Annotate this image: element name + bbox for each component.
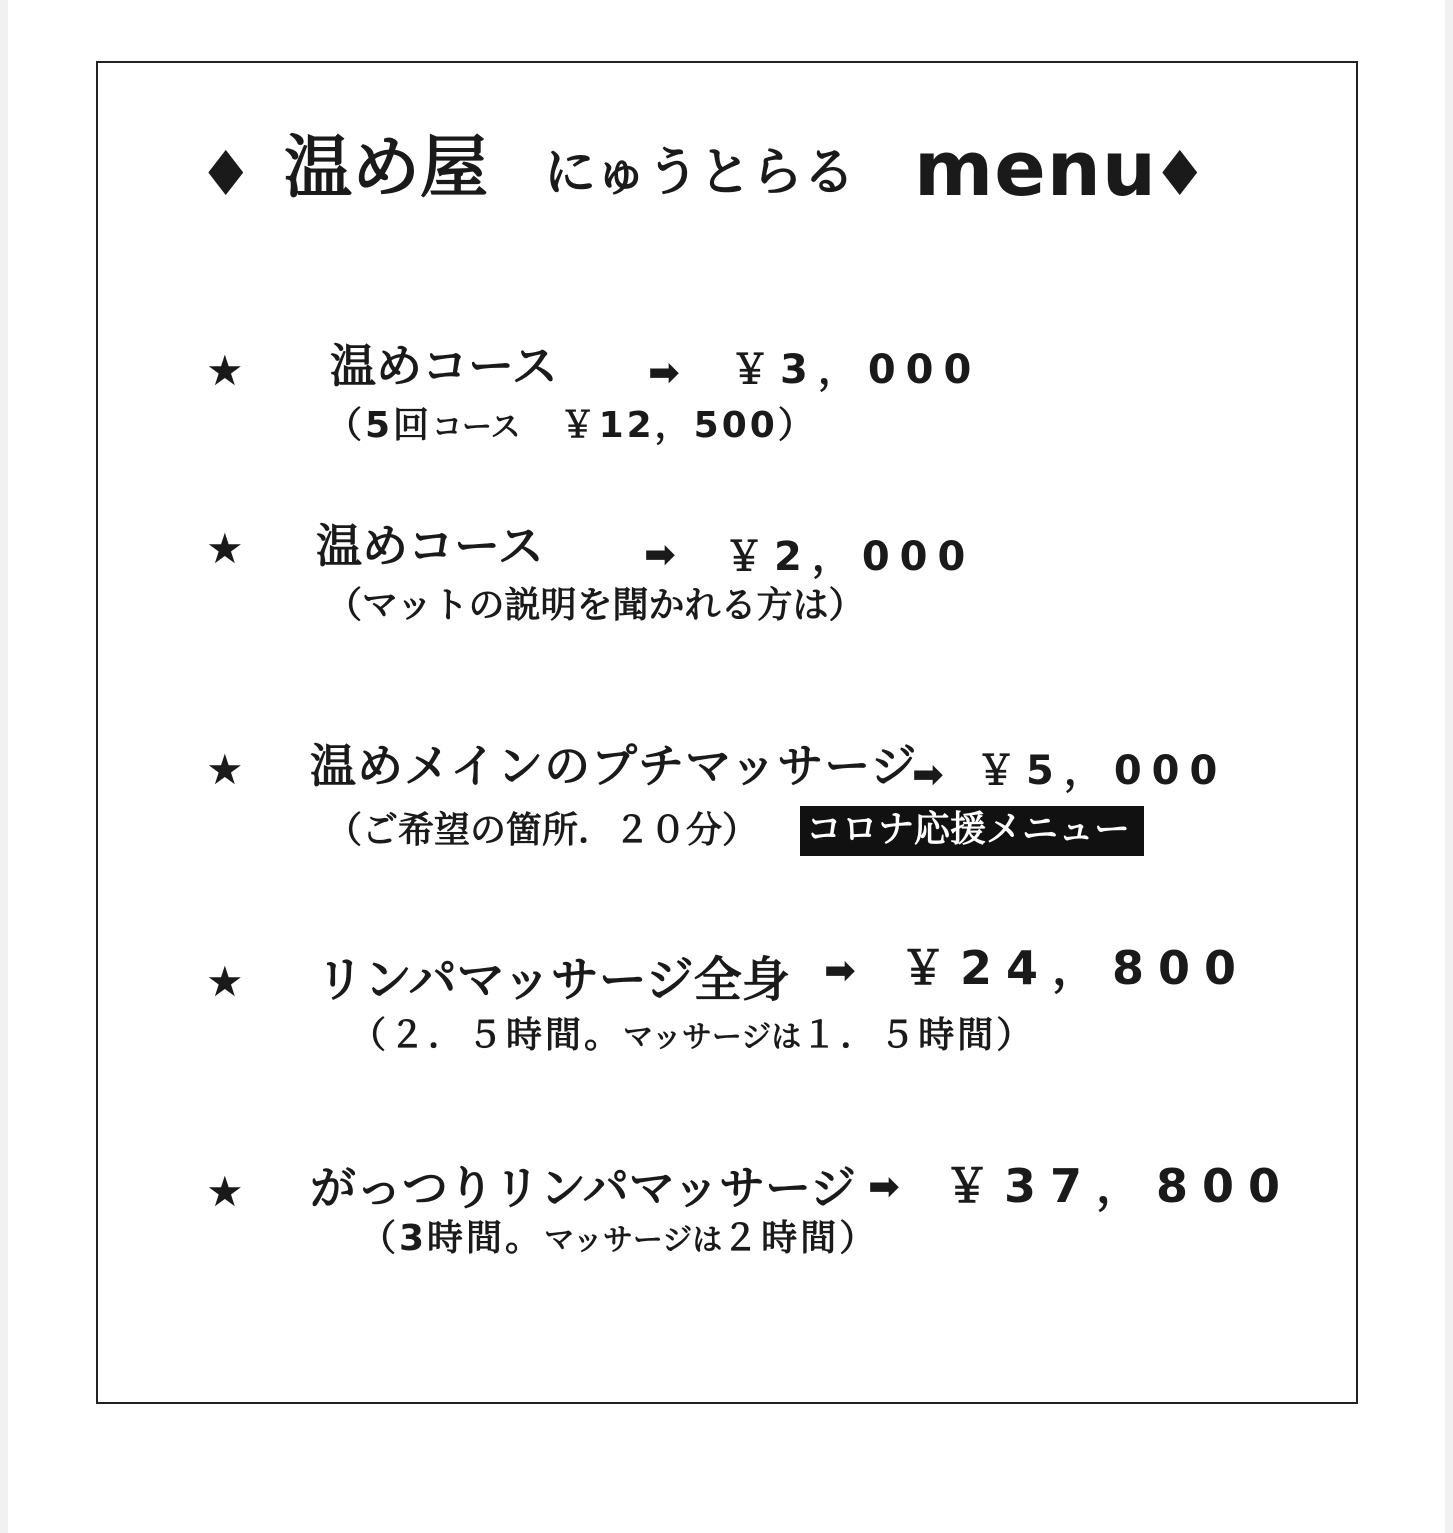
shop-subtitle: にゅうとらる (544, 143, 855, 203)
item-name: リンパマッサージ全身 (316, 952, 790, 1008)
item-note (350, 1015, 1036, 1056)
item-name: 温めコース (316, 519, 544, 573)
arrow-right-icon: ➡ (644, 532, 676, 576)
star-icon: ★ (206, 1167, 244, 1216)
arrow-right-icon: ➡ (648, 350, 680, 394)
item-price: ￥2，000 (724, 534, 976, 580)
arrow-right-icon: ➡ (824, 948, 856, 992)
page-edge-right (1445, 0, 1453, 1533)
item-note: （ご希望の箇所．２０分） (326, 810, 759, 851)
item-note-small: マッサージは (544, 1223, 723, 1258)
item-note-part: ￥12，500） (520, 405, 817, 446)
item-note-part: ２時間） (722, 1218, 879, 1259)
shop-name: 温め屋 (284, 129, 489, 208)
star-icon: ★ (206, 957, 244, 1006)
item-note (326, 405, 817, 446)
item-name: 温めメインのプチマッサージ (310, 739, 918, 793)
item-note-part: （5回 (326, 405, 433, 446)
menu-title: menu (914, 124, 1157, 213)
star-icon: ★ (206, 745, 244, 794)
item-price: ￥24，800 (900, 941, 1251, 995)
item-price: ￥5，000 (976, 748, 1228, 794)
menu-card (96, 61, 1358, 1404)
item-note-part: １．５時間） (801, 1015, 1036, 1056)
arrow-right-icon: ➡ (912, 752, 944, 796)
item-note-part: （２．５時間。 (350, 1015, 624, 1056)
item-name: がっつりリンパマッサージ (310, 1161, 857, 1215)
diamond-left-icon: ♦ (198, 137, 254, 210)
item-name: 温めコース (330, 339, 558, 393)
item-note (360, 1218, 879, 1259)
item-note: （マットの説明を聞かれる方は） (326, 585, 865, 626)
corona-support-badge: コロナ応援メニュー (800, 806, 1144, 856)
item-price: ￥3，000 (730, 347, 982, 393)
star-icon: ★ (206, 346, 244, 395)
item-price: ￥37，800 (944, 1159, 1295, 1213)
arrow-right-icon: ➡ (868, 1164, 900, 1208)
star-icon: ★ (206, 524, 244, 573)
item-note-small: マッサージは (623, 1020, 802, 1055)
item-note-part: （3時間。 (360, 1218, 545, 1259)
page-edge-left (0, 0, 8, 1533)
diamond-right-icon: ♦ (1152, 137, 1208, 210)
item-note-small: コース (432, 410, 521, 445)
